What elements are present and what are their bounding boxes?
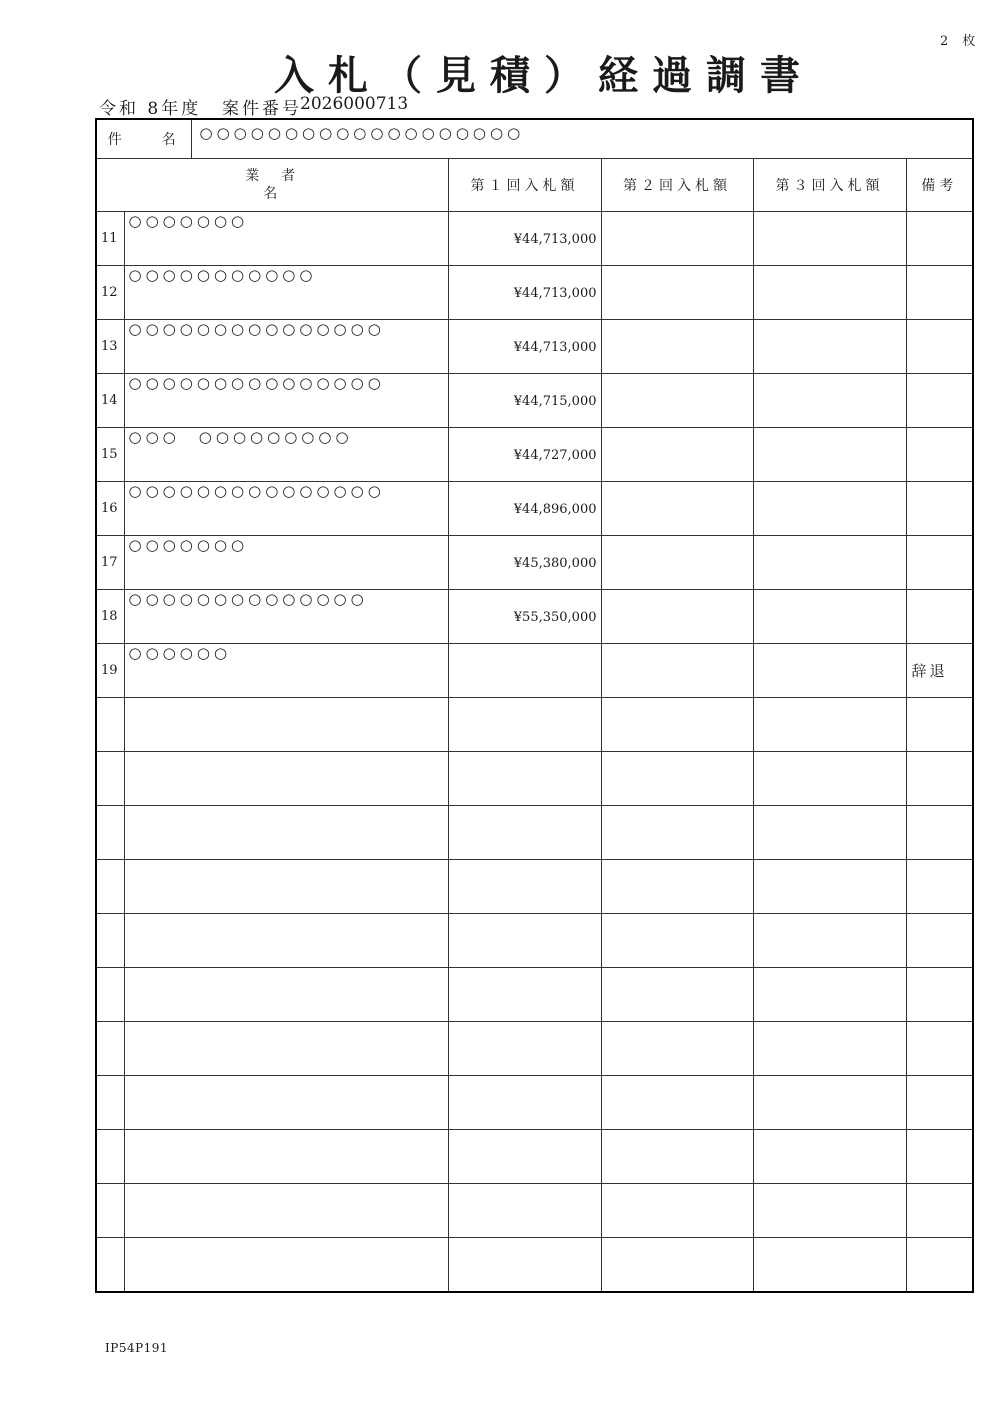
round2-amount bbox=[601, 482, 753, 536]
note-header: 備考 bbox=[906, 159, 973, 212]
table-row bbox=[96, 536, 973, 590]
table-row bbox=[96, 914, 973, 968]
round3-header: 第３回入札額 bbox=[753, 159, 906, 212]
row-number bbox=[96, 968, 124, 1022]
round2-amount bbox=[601, 806, 753, 860]
form-code: IP54P191 bbox=[105, 1341, 169, 1355]
row-number: 15 bbox=[96, 428, 124, 482]
row-note bbox=[906, 536, 973, 590]
row-note bbox=[906, 1130, 973, 1184]
table-row bbox=[96, 590, 973, 644]
row-note bbox=[906, 374, 973, 428]
table-row bbox=[96, 860, 973, 914]
round1-amount: ¥55,350,000 bbox=[448, 590, 601, 644]
row-number bbox=[96, 806, 124, 860]
round1-amount: ¥44,713,000 bbox=[448, 212, 601, 266]
row-number bbox=[96, 1238, 124, 1293]
round1-amount bbox=[448, 752, 601, 806]
bidder-header-line2: 名 bbox=[263, 186, 282, 202]
fiscal-year: 令和 8年度 bbox=[99, 99, 202, 119]
row-number bbox=[96, 752, 124, 806]
round2-header: 第２回入札額 bbox=[601, 159, 753, 212]
round3-amount bbox=[753, 752, 906, 806]
row-number bbox=[96, 698, 124, 752]
table-row bbox=[96, 428, 973, 482]
row-note bbox=[906, 1184, 973, 1238]
row-number: 18 bbox=[96, 590, 124, 644]
round2-amount bbox=[601, 1130, 753, 1184]
bidder-name bbox=[124, 1022, 448, 1076]
round2-amount bbox=[601, 212, 753, 266]
round1-amount bbox=[448, 968, 601, 1022]
row-number: 19 bbox=[96, 644, 124, 698]
round3-amount bbox=[753, 428, 906, 482]
row-note bbox=[906, 1238, 973, 1293]
row-number bbox=[96, 1076, 124, 1130]
row-number bbox=[96, 1130, 124, 1184]
table-row bbox=[96, 212, 973, 266]
round3-amount bbox=[753, 482, 906, 536]
table-row bbox=[96, 482, 973, 536]
round3-amount bbox=[753, 266, 906, 320]
page-number: 2 枚 bbox=[940, 34, 981, 49]
round3-amount bbox=[753, 590, 906, 644]
round1-amount bbox=[448, 644, 601, 698]
bidder-name: ○○○○○○○○○○○○○○○ bbox=[124, 374, 448, 428]
row-note bbox=[906, 752, 973, 806]
round1-amount bbox=[448, 806, 601, 860]
round1-amount: ¥44,713,000 bbox=[448, 320, 601, 374]
bidder-name bbox=[124, 698, 448, 752]
table-row bbox=[96, 1184, 973, 1238]
bidder-name: ○○○○○○○ bbox=[124, 212, 448, 266]
row-note bbox=[906, 212, 973, 266]
round3-amount bbox=[753, 644, 906, 698]
round3-amount bbox=[753, 374, 906, 428]
bidder-name bbox=[124, 1076, 448, 1130]
row-number bbox=[96, 1184, 124, 1238]
round3-amount bbox=[753, 1238, 906, 1293]
row-number: 13 bbox=[96, 320, 124, 374]
bidder-name: ○○○○○○○ bbox=[124, 536, 448, 590]
round1-amount bbox=[448, 1022, 601, 1076]
table-row bbox=[96, 806, 973, 860]
table-row bbox=[96, 374, 973, 428]
round1-amount: ¥45,380,000 bbox=[448, 536, 601, 590]
table-row bbox=[96, 1238, 973, 1293]
bidder-name: ○○○○○○○○○○○○○○○ bbox=[124, 482, 448, 536]
round3-amount bbox=[753, 1130, 906, 1184]
round2-amount bbox=[601, 1022, 753, 1076]
round2-amount bbox=[601, 968, 753, 1022]
round1-amount bbox=[448, 1076, 601, 1130]
row-note bbox=[906, 806, 973, 860]
row-note bbox=[906, 266, 973, 320]
round2-amount bbox=[601, 752, 753, 806]
subject-label: 件 名 bbox=[96, 119, 191, 159]
round2-amount bbox=[601, 1076, 753, 1130]
row-number bbox=[96, 860, 124, 914]
round1-amount: ¥44,713,000 bbox=[448, 266, 601, 320]
row-note bbox=[906, 482, 973, 536]
round2-amount bbox=[601, 536, 753, 590]
row-note bbox=[906, 698, 973, 752]
round1-amount: ¥44,715,000 bbox=[448, 374, 601, 428]
row-number bbox=[96, 914, 124, 968]
bidder-name bbox=[124, 1238, 448, 1293]
row-number bbox=[96, 1022, 124, 1076]
row-number: 14 bbox=[96, 374, 124, 428]
subject-row bbox=[96, 119, 973, 159]
bidder-name bbox=[124, 1184, 448, 1238]
round2-amount bbox=[601, 590, 753, 644]
bidder-name bbox=[124, 752, 448, 806]
round2-amount bbox=[601, 698, 753, 752]
table-row bbox=[96, 698, 973, 752]
row-note bbox=[906, 1022, 973, 1076]
round1-header: 第１回入札額 bbox=[448, 159, 601, 212]
row-note bbox=[906, 968, 973, 1022]
round2-amount bbox=[601, 1184, 753, 1238]
round3-amount bbox=[753, 212, 906, 266]
round1-amount: ¥44,896,000 bbox=[448, 482, 601, 536]
bidder-header-line1: 業 者 bbox=[245, 168, 300, 184]
table-row bbox=[96, 968, 973, 1022]
round3-amount bbox=[753, 806, 906, 860]
case-number-label: 案件番号 bbox=[222, 99, 302, 119]
subject-value: ○○○○○○○○○○○○○○○○○○○ bbox=[191, 119, 973, 159]
row-note: 辞退 bbox=[906, 644, 973, 698]
table-row bbox=[96, 320, 973, 374]
table-row bbox=[96, 1130, 973, 1184]
row-note bbox=[906, 320, 973, 374]
bidder-name: ○○○ ○○○○○○○○○ bbox=[124, 428, 448, 482]
row-note bbox=[906, 1076, 973, 1130]
bidder-name bbox=[124, 806, 448, 860]
row-note bbox=[906, 428, 973, 482]
round1-amount bbox=[448, 860, 601, 914]
column-header-row bbox=[96, 159, 973, 212]
round2-amount bbox=[601, 428, 753, 482]
round3-amount bbox=[753, 860, 906, 914]
round1-amount bbox=[448, 1130, 601, 1184]
round3-amount bbox=[753, 1022, 906, 1076]
round1-amount bbox=[448, 1238, 601, 1293]
round3-amount bbox=[753, 320, 906, 374]
round3-amount bbox=[753, 698, 906, 752]
row-number: 17 bbox=[96, 536, 124, 590]
row-note bbox=[906, 860, 973, 914]
bidder-name bbox=[124, 860, 448, 914]
row-number: 11 bbox=[96, 212, 124, 266]
round2-amount bbox=[601, 1238, 753, 1293]
round2-amount bbox=[601, 266, 753, 320]
bidder-name bbox=[124, 968, 448, 1022]
round3-amount bbox=[753, 1076, 906, 1130]
table-row bbox=[96, 752, 973, 806]
document-title: 入札（見積）経過調書 bbox=[274, 52, 814, 99]
round2-amount bbox=[601, 914, 753, 968]
round2-amount bbox=[601, 860, 753, 914]
round3-amount bbox=[753, 914, 906, 968]
case-number-value: 2026000713 bbox=[300, 94, 409, 114]
bidder-name: ○○○○○○○○○○○○○○ bbox=[124, 590, 448, 644]
round3-amount bbox=[753, 1184, 906, 1238]
row-note bbox=[906, 914, 973, 968]
bid-table bbox=[95, 118, 974, 1293]
bidder-name: ○○○○○○ bbox=[124, 644, 448, 698]
round1-amount bbox=[448, 1184, 601, 1238]
bidder-name: ○○○○○○○○○○○○○○○ bbox=[124, 320, 448, 374]
table-row bbox=[96, 1076, 973, 1130]
bidder-header bbox=[96, 159, 448, 212]
table-row bbox=[96, 644, 973, 698]
table-row bbox=[96, 266, 973, 320]
round1-amount: ¥44,727,000 bbox=[448, 428, 601, 482]
bidder-name: ○○○○○○○○○○○ bbox=[124, 266, 448, 320]
round2-amount bbox=[601, 644, 753, 698]
round3-amount bbox=[753, 536, 906, 590]
round1-amount bbox=[448, 914, 601, 968]
row-number: 12 bbox=[96, 266, 124, 320]
bidder-name bbox=[124, 1130, 448, 1184]
round3-amount bbox=[753, 968, 906, 1022]
row-number: 16 bbox=[96, 482, 124, 536]
round2-amount bbox=[601, 374, 753, 428]
bidder-name bbox=[124, 914, 448, 968]
table-row bbox=[96, 1022, 973, 1076]
round1-amount bbox=[448, 698, 601, 752]
round2-amount bbox=[601, 320, 753, 374]
row-note bbox=[906, 590, 973, 644]
